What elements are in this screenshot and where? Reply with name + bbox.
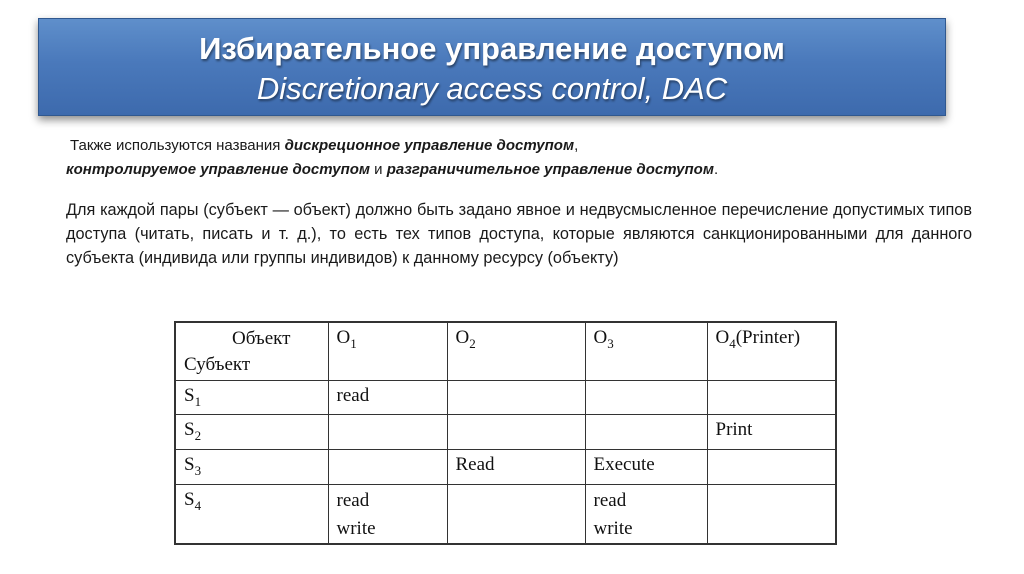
cell-s2-o4	[707, 415, 836, 450]
table-row	[175, 484, 836, 544]
intro-term-3: разграничительное управление доступом	[386, 161, 714, 178]
column-header-o2	[447, 322, 585, 380]
object-o2-subscript: 2	[469, 335, 476, 351]
cell-s2-o3	[585, 415, 707, 450]
cell-s1-o3	[585, 380, 707, 415]
subject-s2-subscript: 2	[194, 428, 202, 444]
cell-s4-o2	[447, 484, 585, 544]
subject-s4-letter: S	[184, 488, 195, 510]
subject-s1-letter: S	[184, 384, 195, 406]
cell-s3-o3	[585, 450, 707, 485]
object-o1-letter: O	[336, 327, 351, 348]
object-o1-subscript: 1	[350, 335, 357, 351]
table-header-row	[175, 322, 836, 380]
column-header-o3	[585, 322, 707, 380]
access-matrix-table	[174, 321, 837, 545]
intro-text	[66, 134, 966, 182]
title-banner	[38, 18, 946, 116]
intro-part-2: ,	[574, 137, 579, 154]
row-header-s1	[175, 380, 328, 415]
object-o4-subscript: 4	[729, 335, 736, 351]
title-english: Discretionary access control, DAC	[256, 71, 728, 106]
intro-term-2: контролируемое управление доступом	[66, 161, 370, 178]
table-row	[175, 415, 836, 450]
column-header-o1	[328, 322, 447, 380]
cell-s3-o1	[328, 450, 447, 485]
cell-s4-o3	[585, 484, 707, 544]
row-header-s3	[175, 450, 328, 485]
row-header-s4	[175, 484, 328, 544]
title-russian: Избирательное управление доступом	[199, 31, 785, 66]
cell-s4-o4	[707, 484, 836, 544]
object-o3-letter: O	[593, 327, 608, 348]
permission-print: Print	[715, 419, 753, 441]
subject-s4-subscript: 4	[194, 497, 202, 513]
cell-s4-o1	[328, 484, 447, 544]
corner-cell	[175, 322, 328, 380]
intro-term-1: дискреционное управление доступом	[284, 137, 575, 154]
cell-s2-o2	[447, 415, 585, 450]
table-row	[175, 450, 836, 485]
intro-part-1: Также используются названия	[70, 137, 285, 154]
corner-object-label: Объект	[232, 328, 291, 349]
object-o4-letter: O	[715, 327, 730, 348]
cell-s3-o4	[707, 450, 836, 485]
cell-s1-o2	[447, 380, 585, 415]
column-header-o4	[707, 322, 836, 380]
permission-read: read	[593, 489, 627, 511]
row-header-s2	[175, 415, 328, 450]
cell-s2-o1	[328, 415, 447, 450]
object-o3-subscript: 3	[607, 335, 614, 351]
table-row	[175, 380, 836, 415]
permission-execute: Execute	[593, 454, 655, 476]
object-o2-letter: O	[455, 327, 470, 348]
permission-read: read	[336, 489, 370, 511]
permission-read: read	[336, 384, 370, 406]
intro-line-2	[66, 158, 966, 182]
subject-s2-letter: S	[184, 419, 195, 441]
subject-s3-subscript: 3	[194, 462, 202, 478]
cell-s1-o4	[707, 380, 836, 415]
permission-write: write	[336, 517, 376, 539]
cell-s1-o1	[328, 380, 447, 415]
permission-write: write	[593, 517, 633, 539]
permission-read: Read	[455, 454, 495, 476]
subject-s1-subscript: 1	[194, 393, 202, 409]
intro-line-1	[66, 134, 966, 158]
object-o4-suffix: (Printer)	[735, 327, 801, 348]
intro-part-3: и	[370, 161, 387, 178]
cell-s3-o2	[447, 450, 585, 485]
subject-s3-letter: S	[184, 454, 195, 476]
intro-part-4: .	[713, 161, 719, 178]
main-paragraph: Для каждой пары (субъект — объект) должно быть задано явное и недвусмысленное перечисление допустимых типов доступа (читать, писать и т. д.), то есть тех типов доступа, которые являются санкционированными для данного субъекта (индивида или группы индивидов) к данному ресурсу (объекту)	[66, 201, 972, 267]
corner-subject-label: Субъект	[184, 354, 251, 375]
